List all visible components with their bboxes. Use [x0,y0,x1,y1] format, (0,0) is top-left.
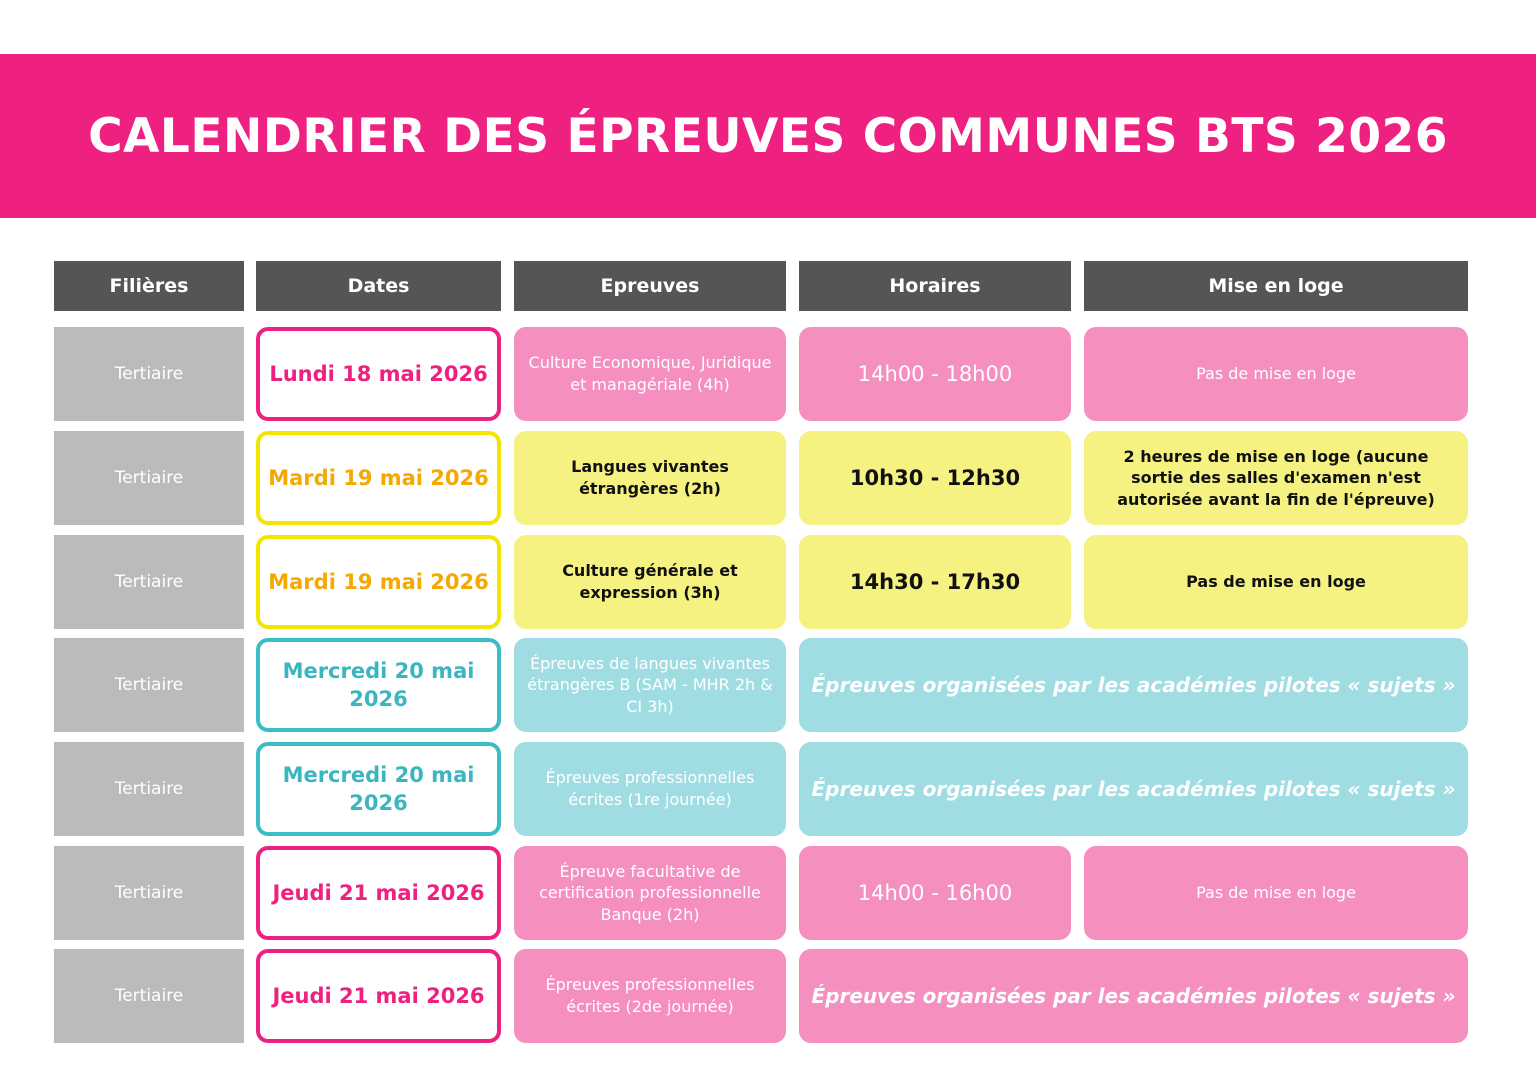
page-title: CALENDRIER DES ÉPREUVES COMMUNES BTS 2026 [88,108,1448,164]
horaire-cell: 14h00 - 18h00 [799,327,1071,421]
epreuve-cell: Culture générale et expression (3h) [514,535,786,629]
filiere-cell: Tertiaire [54,638,244,732]
epreuve-cell: Culture Economique, Juridique et managériale (4h) [514,327,786,421]
filiere-cell: Tertiaire [54,535,244,629]
merged-info-cell: Épreuves organisées par les académies pilotes « sujets » [799,638,1468,732]
mise-en-loge-cell: Pas de mise en loge [1084,535,1468,629]
horaire-cell: 14h00 - 16h00 [799,846,1071,940]
filiere-cell: Tertiaire [54,846,244,940]
header-mise-en-loge: Mise en loge [1084,261,1468,311]
merged-info-cell: Épreuves organisées par les académies pilotes « sujets » [799,949,1468,1043]
title-banner [0,54,1536,218]
date-cell: Mercredi 20 mai 2026 [256,742,501,836]
date-cell: Mercredi 20 mai 2026 [256,638,501,732]
filiere-cell: Tertiaire [54,742,244,836]
header-filieres: Filières [54,261,244,311]
date-cell: Mardi 19 mai 2026 [256,431,501,525]
filiere-cell: Tertiaire [54,431,244,525]
header-dates: Dates [256,261,501,311]
filiere-cell: Tertiaire [54,949,244,1043]
horaire-cell: 14h30 - 17h30 [799,535,1071,629]
horaire-cell: 10h30 - 12h30 [799,431,1071,525]
epreuve-cell: Épreuve facultative de certification professionnelle Banque (2h) [514,846,786,940]
epreuve-cell: Langues vivantes étrangères (2h) [514,431,786,525]
date-cell: Lundi 18 mai 2026 [256,327,501,421]
date-cell: Mardi 19 mai 2026 [256,535,501,629]
epreuve-cell: Épreuves de langues vivantes étrangères B (SAM - MHR 2h & CI 3h) [514,638,786,732]
epreuve-cell: Épreuves professionnelles écrites (2de journée) [514,949,786,1043]
header-horaires: Horaires [799,261,1071,311]
merged-info-cell: Épreuves organisées par les académies pilotes « sujets » [799,742,1468,836]
date-cell: Jeudi 21 mai 2026 [256,949,501,1043]
mise-en-loge-cell: Pas de mise en loge [1084,846,1468,940]
header-epreuves: Epreuves [514,261,786,311]
epreuve-cell: Épreuves professionnelles écrites (1re journée) [514,742,786,836]
mise-en-loge-cell: Pas de mise en loge [1084,327,1468,421]
filiere-cell: Tertiaire [54,327,244,421]
date-cell: Jeudi 21 mai 2026 [256,846,501,940]
mise-en-loge-cell: 2 heures de mise en loge (aucune sortie des salles d'examen n'est autorisée avant la fin de l'épreuve) [1084,431,1468,525]
